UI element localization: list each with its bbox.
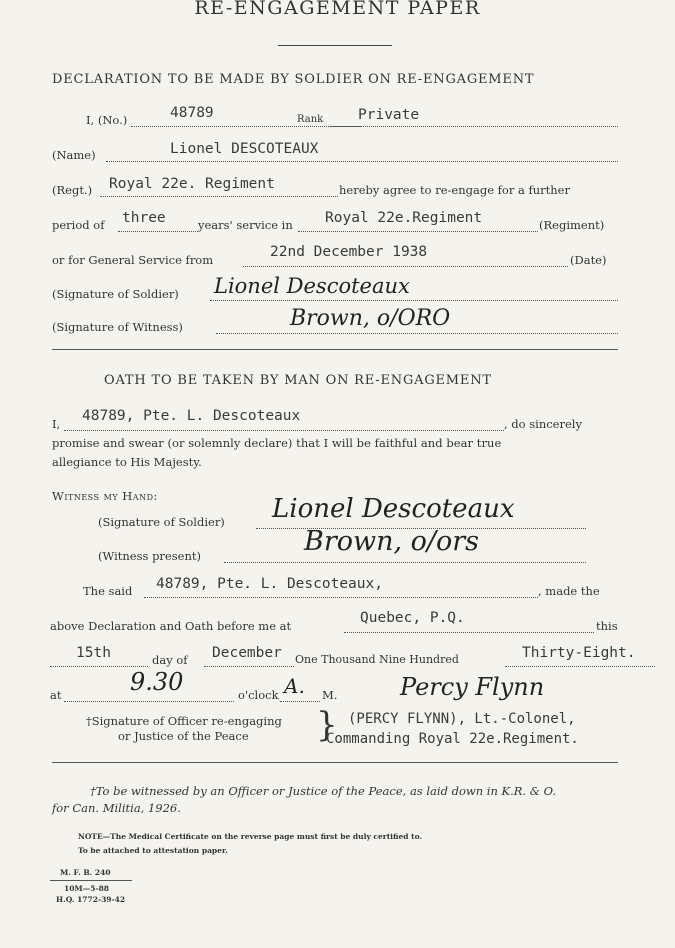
time-value: 9.30 [130, 668, 184, 696]
witness-present-dots [224, 562, 586, 563]
said-dots [144, 597, 538, 598]
made-suffix: , made the [538, 584, 600, 598]
period-dots [118, 231, 198, 232]
soldier-sig-dots [210, 300, 618, 301]
regiment-suffix: (Regiment) [539, 218, 605, 232]
above-label: above Declaration and Oath before me at [50, 619, 292, 633]
title-rule [278, 45, 392, 46]
promise-suffix: , do sincerely [504, 417, 582, 431]
ampm-dots [280, 701, 320, 702]
witness-present-label: (Witness present) [98, 549, 201, 563]
month-value: December [212, 645, 282, 661]
footnote-line-1: †To be witnessed by an Officer or Justice of the Peace, as laid down in K.R. & O. [90, 784, 557, 798]
regt-dots [100, 196, 338, 197]
witness-my-hand: Witness my Hand: [52, 489, 158, 503]
day-label: day of [152, 653, 188, 667]
soldier-number: 48789 [170, 105, 214, 121]
officer-name: (PERCY FLYNN), Lt.-Colonel, [348, 711, 576, 727]
period-label: period of [52, 218, 105, 232]
oath-soldier-signature: Lionel Descoteaux [272, 494, 515, 524]
oath-soldier: 48789, Pte. L. Descoteaux [82, 408, 301, 424]
form-code-1: M. F. B. 240 [60, 868, 111, 877]
officer-signature: Percy Flynn [400, 673, 545, 701]
rank-label: Rank [297, 114, 324, 125]
declaration-heading: DECLARATION TO BE MADE BY SOLDIER ON RE-ENGAGEMENT [52, 72, 535, 87]
rank-value: Private [358, 107, 420, 123]
ampm-value: A. [284, 674, 305, 698]
medical-note-2: To be attached to attestation paper. [78, 846, 228, 855]
section-rule-1 [52, 349, 618, 350]
m-label: M. [322, 688, 338, 702]
service-dots [298, 231, 538, 232]
witness-sig-dots [216, 333, 618, 334]
officer-title: Commanding Royal 22e.Regiment. [326, 731, 579, 747]
place-value: Quebec, P.Q. [360, 610, 465, 626]
date-suffix: (Date) [570, 253, 607, 267]
witness-signature-label: (Signature of Witness) [52, 320, 183, 334]
oath-i-dots [64, 430, 504, 431]
form-code-3: H.Q. 1772-39-42 [56, 895, 126, 904]
soldier-signature: Lionel Descoteaux [214, 274, 410, 298]
regt-label: (Regt.) [52, 183, 93, 197]
day-value: 15th [76, 645, 111, 661]
oath-soldier-signature-label: (Signature of Soldier) [98, 515, 225, 529]
agree-text: hereby agree to re-engage for a further [339, 183, 570, 197]
officer-label-2: or Justice of the Peace [118, 729, 249, 743]
place-dots [344, 632, 594, 633]
service-label: years' service in [198, 218, 293, 232]
regt-value: Royal 22e. Regiment [109, 176, 275, 192]
time-dots [64, 701, 234, 702]
at-label: at [50, 688, 62, 702]
no-label: I, (No.) [86, 113, 128, 127]
year-dots [505, 666, 655, 667]
year-label: One Thousand Nine Hundred [295, 653, 459, 666]
said-value: 48789, Pte. L. Descoteaux, [156, 576, 383, 592]
officer-label-1: †Signature of Officer re-engaging [86, 714, 282, 728]
footnote-line-2: for Can. Militia, 1926. [52, 801, 181, 815]
witness-present-signature: Brown, o/ors [304, 526, 480, 557]
name-dots [106, 161, 618, 162]
name-value: Lionel DESCOTEAUX [170, 141, 319, 157]
oclock-label: o'clock [238, 688, 279, 702]
page-title: RE-ENGAGEMENT PAPER [194, 0, 481, 19]
service-value: Royal 22e.Regiment [325, 210, 483, 226]
general-service-label: or for General Service from [52, 253, 214, 267]
form-code-2: 10M—5-88 [64, 884, 110, 893]
witness-signature: Brown, o/ORO [290, 306, 451, 331]
promise-line-3: allegiance to His Majesty. [52, 455, 202, 469]
name-label: (Name) [52, 148, 96, 162]
no-dots [131, 126, 361, 127]
oath-heading: OATH TO BE TAKEN BY MAN ON RE-ENGAGEMENT [104, 373, 492, 388]
said-label: The said [83, 584, 133, 598]
form-code-rule [50, 880, 132, 881]
service-date: 22nd December 1938 [270, 244, 428, 260]
officer-brace: } [316, 705, 338, 745]
soldier-signature-label: (Signature of Soldier) [52, 287, 179, 301]
month-dots [204, 666, 294, 667]
rank-dots [330, 126, 618, 127]
oath-i-label: I, [52, 417, 61, 431]
this-suffix: this [596, 619, 618, 633]
period-value: three [122, 210, 166, 226]
medical-note-1: NOTE—The Medical Certificate on the reverse page must first be duly certified to. [78, 832, 423, 841]
year-value: Thirty-Eight. [522, 645, 636, 661]
section-rule-2 [52, 762, 618, 763]
day-dots [50, 666, 148, 667]
promise-line-2: promise and swear (or solemnly declare) that I will be faithful and bear true [52, 436, 502, 450]
date-dots [243, 266, 568, 267]
